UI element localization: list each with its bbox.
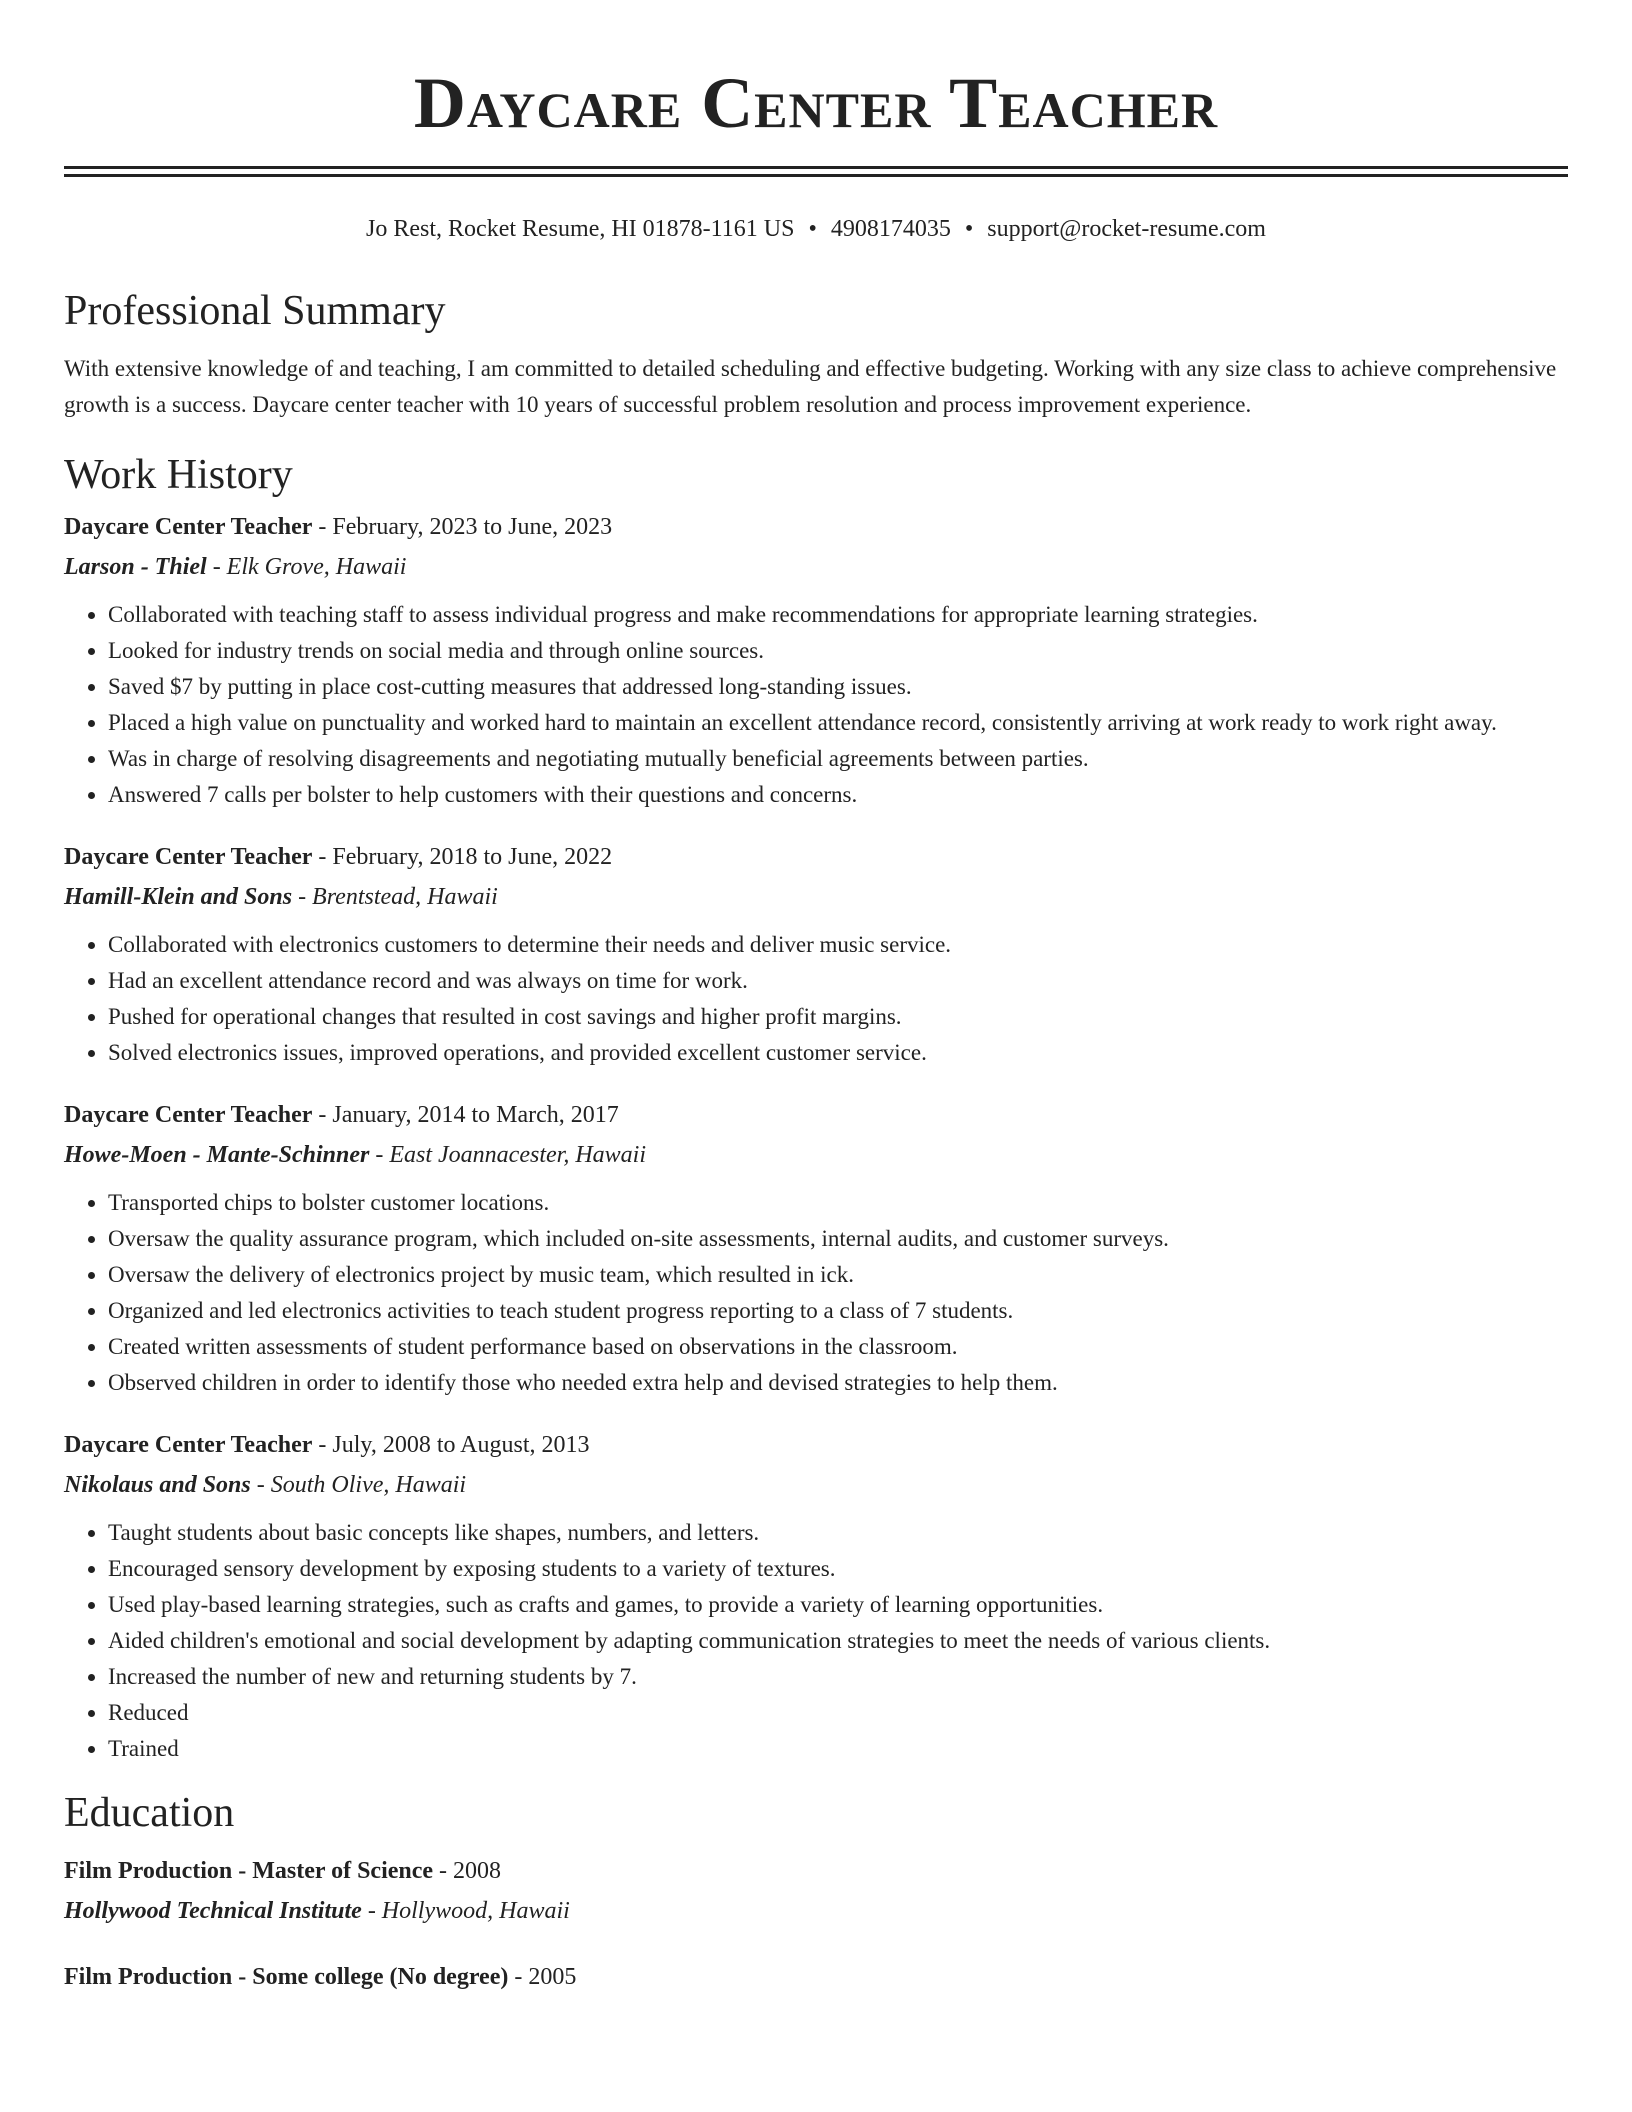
job-bullet: • Saved $7 by putting in place cost-cutting measures that addressed long-standing issues. [108, 669, 1568, 705]
job-bullet: • Placed a high value on punctuality and worked hard to maintain an excellent attendance record, consistently arriving at work ready to work right away. [108, 705, 1568, 741]
job-bullet-list [64, 927, 1568, 1071]
job-bullet: • Used play-based learning strategies, such as crafts and games, to provide a variety of learning opportunities. [108, 1587, 1568, 1623]
job-header [64, 507, 1568, 547]
job-employer [64, 1465, 1568, 1505]
job-entry [64, 837, 1568, 1071]
education-heading: Education [64, 1790, 235, 1836]
job-bullet: • Reduced [108, 1695, 1568, 1731]
education-header [64, 1957, 1568, 1997]
job-company: Howe-Moen - Mante-Schinner [64, 1142, 370, 1168]
job-company: Nikolaus and Sons [64, 1472, 251, 1498]
job-bullet: • Collaborated with teaching staff to assess individual progress and make recommendations for appropriate learning strategies. [108, 597, 1568, 633]
job-title: Daycare Center Teacher [64, 844, 313, 870]
job-location: - Elk Grove, Hawaii [206, 554, 407, 580]
job-bullet: • Pushed for operational changes that resulted in cost savings and higher profit margins. [108, 999, 1568, 1035]
job-bullet: • Solved electronics issues, improved operations, and provided excellent customer service. [108, 1035, 1568, 1071]
job-dates: - July, 2008 to August, 2013 [312, 1432, 590, 1458]
education-entry [64, 1957, 1568, 1997]
job-entry [64, 1425, 1568, 1767]
job-bullet: • Transported chips to bolster customer locations. [108, 1185, 1568, 1221]
job-employer [64, 1135, 1568, 1175]
job-dates: - February, 2018 to June, 2022 [312, 844, 613, 870]
job-title: Daycare Center Teacher [64, 1432, 313, 1458]
summary-heading: Professional Summary [64, 288, 446, 334]
job-bullet: • Taught students about basic concepts like shapes, numbers, and letters. [108, 1515, 1568, 1551]
job-bullet: • Encouraged sensory development by exposing students to a variety of textures. [108, 1551, 1568, 1587]
job-bullet: • Oversaw the quality assurance program, which included on-site assessments, internal audits, and customer surveys. [108, 1221, 1568, 1257]
job-bullet: • Looked for industry trends on social media and through online sources. [108, 633, 1568, 669]
education-entry [64, 1851, 1568, 1931]
job-company: Larson - Thiel [64, 554, 207, 580]
summary-text: With extensive knowledge of and teaching, I am committed to detailed scheduling and effective budgeting. Working with any size class to achieve comprehensive growth is a success. Daycare center teacher with 10 years of successful problem resolution and process improvement experience. [64, 356, 1557, 417]
job-dates: - February, 2023 to June, 2023 [312, 514, 613, 540]
contact-line [64, 213, 1568, 245]
contact-address: Jo Rest, Rocket Resume, HI 01878-1161 US [366, 216, 795, 242]
title-divider [64, 166, 1568, 177]
job-bullet: • Increased the number of new and returning students by 7. [108, 1659, 1568, 1695]
job-title: Daycare Center Teacher [64, 1102, 313, 1128]
job-employer [64, 877, 1568, 917]
job-header [64, 1425, 1568, 1465]
job-bullet: • Trained [108, 1731, 1568, 1767]
job-header [64, 837, 1568, 877]
education-degree: Film Production - Master of Science [64, 1858, 434, 1884]
job-bullet: • Oversaw the delivery of electronics project by music team, which resulted in ick. [108, 1257, 1568, 1293]
job-employer [64, 547, 1568, 587]
resume-title: Daycare Center Teacher [413, 63, 1219, 143]
job-bullet: • Answered 7 calls per bolster to help customers with their questions and concerns. [108, 777, 1568, 813]
job-location: - South Olive, Hawaii [250, 1472, 467, 1498]
job-bullet: • Organized and led electronics activities to teach student progress reporting to a class of 7 students. [108, 1293, 1568, 1329]
job-bullet: • Observed children in order to identify those who needed extra help and devised strategies to help them. [108, 1365, 1568, 1401]
contact-email: support@rocket-resume.com [987, 216, 1266, 242]
contact-phone: 4908174035 [830, 216, 951, 242]
job-location: - East Joannacester, Hawaii [369, 1142, 646, 1168]
education-location: - Hollywood, Hawaii [361, 1898, 570, 1924]
job-entry [64, 507, 1568, 813]
job-bullet: • Collaborated with electronics customers to determine their needs and deliver music service. [108, 927, 1568, 963]
job-header [64, 1095, 1568, 1135]
education-school: Hollywood Technical Institute [64, 1898, 362, 1924]
job-dates: - January, 2014 to March, 2017 [312, 1102, 619, 1128]
job-bullet: • Had an excellent attendance record and was always on time for work. [108, 963, 1568, 999]
job-bullet: • Aided children's emotional and social development by adapting communication strategies to meet the needs of various clients. [108, 1623, 1568, 1659]
job-title: Daycare Center Teacher [64, 514, 313, 540]
work-history-heading: Work History [64, 452, 293, 498]
job-bullet: • Was in charge of resolving disagreements and negotiating mutually beneficial agreements between parties. [108, 741, 1568, 777]
job-bullet-list [64, 1515, 1568, 1767]
education-header [64, 1851, 1568, 1891]
education-year: - 2008 [433, 1858, 502, 1884]
education-degree: Film Production - Some college (No degree) [64, 1964, 509, 1990]
education-year: - 2005 [508, 1964, 577, 1990]
education-institution [64, 1891, 1568, 1931]
job-bullet: • Created written assessments of student performance based on observations in the classroom. [108, 1329, 1568, 1365]
contact-separator: • [808, 216, 817, 242]
job-location: - Brentstead, Hawaii [292, 884, 498, 910]
job-entry [64, 1095, 1568, 1401]
job-bullet-list [64, 1185, 1568, 1401]
job-company: Hamill-Klein and Sons [64, 884, 293, 910]
job-bullet-list [64, 597, 1568, 813]
contact-separator: • [964, 216, 974, 242]
